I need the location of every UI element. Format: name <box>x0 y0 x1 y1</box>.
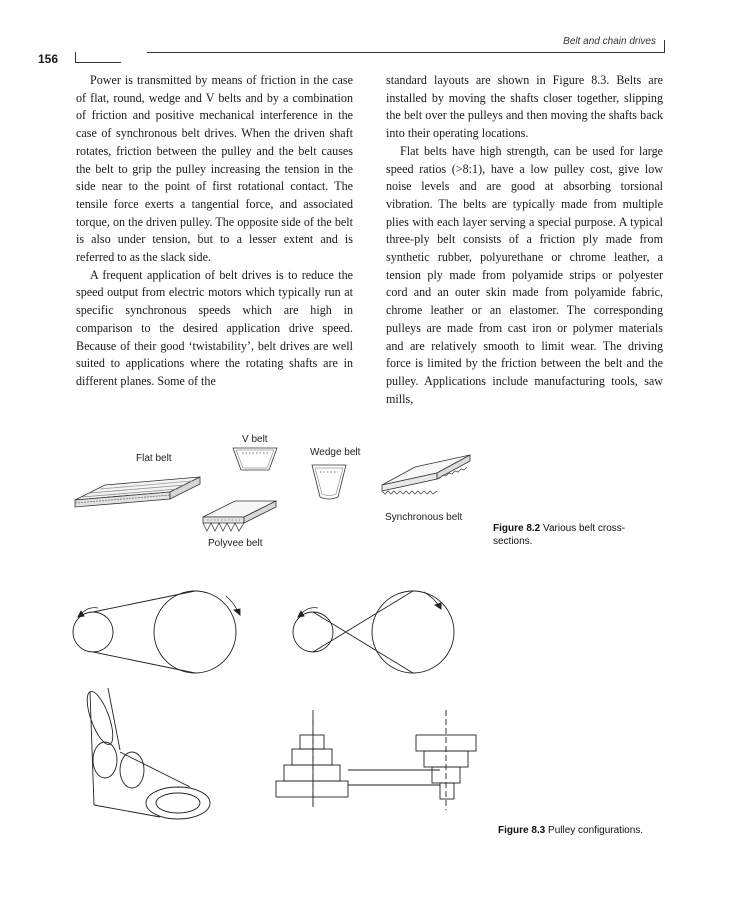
wedge-belt-drawing <box>312 465 346 499</box>
paragraph: A frequent application of belt drives is to reduce the speed output from electric motors which typically run at specific synchronous speeds which are high in comparison to the desired application drive speed. Because of their good ‘twistability’, belt drives are well suited to applications where the rotating shafts are in different planes. Some of the <box>76 267 353 388</box>
figure-8-2-caption <box>493 522 663 548</box>
running-head: Belt and chain drives <box>563 36 656 47</box>
synchronous-belt-label: Synchronous belt <box>385 512 463 523</box>
header-rule-left <box>75 52 121 63</box>
quarter-twist-drive <box>82 688 210 819</box>
page-number: 156 <box>38 52 59 66</box>
figure-8-2-caption-text: Various belt cross-sections. <box>493 523 626 547</box>
stepped-cone-pulleys <box>276 710 476 810</box>
figure-8-3-caption <box>498 824 643 837</box>
flat-belt-label: Flat belt <box>136 453 172 464</box>
v-belt-label: V belt <box>242 434 268 445</box>
v-belt-drawing <box>233 448 277 470</box>
figure-8-2-caption-label: Figure 8.2 <box>493 523 541 534</box>
synchronous-belt-drawing <box>382 455 470 494</box>
figure-8-2-belt-sections <box>70 425 490 555</box>
polyvee-belt-label: Polyvee belt <box>208 538 263 549</box>
flat-belt-drawing <box>75 477 200 507</box>
figure-8-3-caption-text: Pulley configurations. <box>548 825 644 836</box>
open-belt-drive <box>73 591 240 673</box>
polyvee-belt-drawing <box>203 501 276 531</box>
figure-8-3-pulley-configurations <box>60 580 480 820</box>
paragraph: standard layouts are shown in Figure 8.3. Belts are installed by moving the shafts closer together, slipping the belt over the pulleys and then moving the shafts back into their operating locations. <box>386 73 663 141</box>
figure-8-3-caption-label: Figure 8.3 <box>498 825 546 836</box>
header-rule <box>147 52 665 53</box>
paragraph: Flat belts have high strength, can be used for large speed ratios (>8:1), have a low pulley cost, give low noise levels and are good at absorbing torsional vibration. The belts are typically made from multiple plies with each layer serving a special purpose. A typical three-ply belt consists of a friction ply made from synthetic rubber, polyurethane or chrome leather, a tension ply made from polyamide strips or polyester cord and an outer skin made from polyamide fabric, chrome leather or an elastomer. The corresponding pulleys are made from cast iron or polymer materials and are relatively smooth to limit wear. The driving force is limited by the friction between the belt and the pulley. Applications include manufacturing tools, saw mills, <box>386 143 663 406</box>
body-column-left <box>76 72 353 391</box>
paragraph: Power is transmitted by means of friction in the case of flat, round, wedge and V belts and by a combination of friction and positive mechanical interference in the case of synchronous belt drives. When the driven shaft rotates, friction between the pulley and the belt causes the belt to grip the pulley increasing the tension in the side near to the point of first rotational contact. The tensile force exerts a tangential force, and associated torque, on the driven pulley. The opposite side of the belt is also under tension, but to a lesser extent and is referred to as the slack side. <box>76 73 353 265</box>
body-column-right <box>386 72 663 408</box>
wedge-belt-label: Wedge belt <box>310 447 361 458</box>
crossed-belt-drive <box>293 591 454 673</box>
header-rule-tick <box>664 40 665 53</box>
